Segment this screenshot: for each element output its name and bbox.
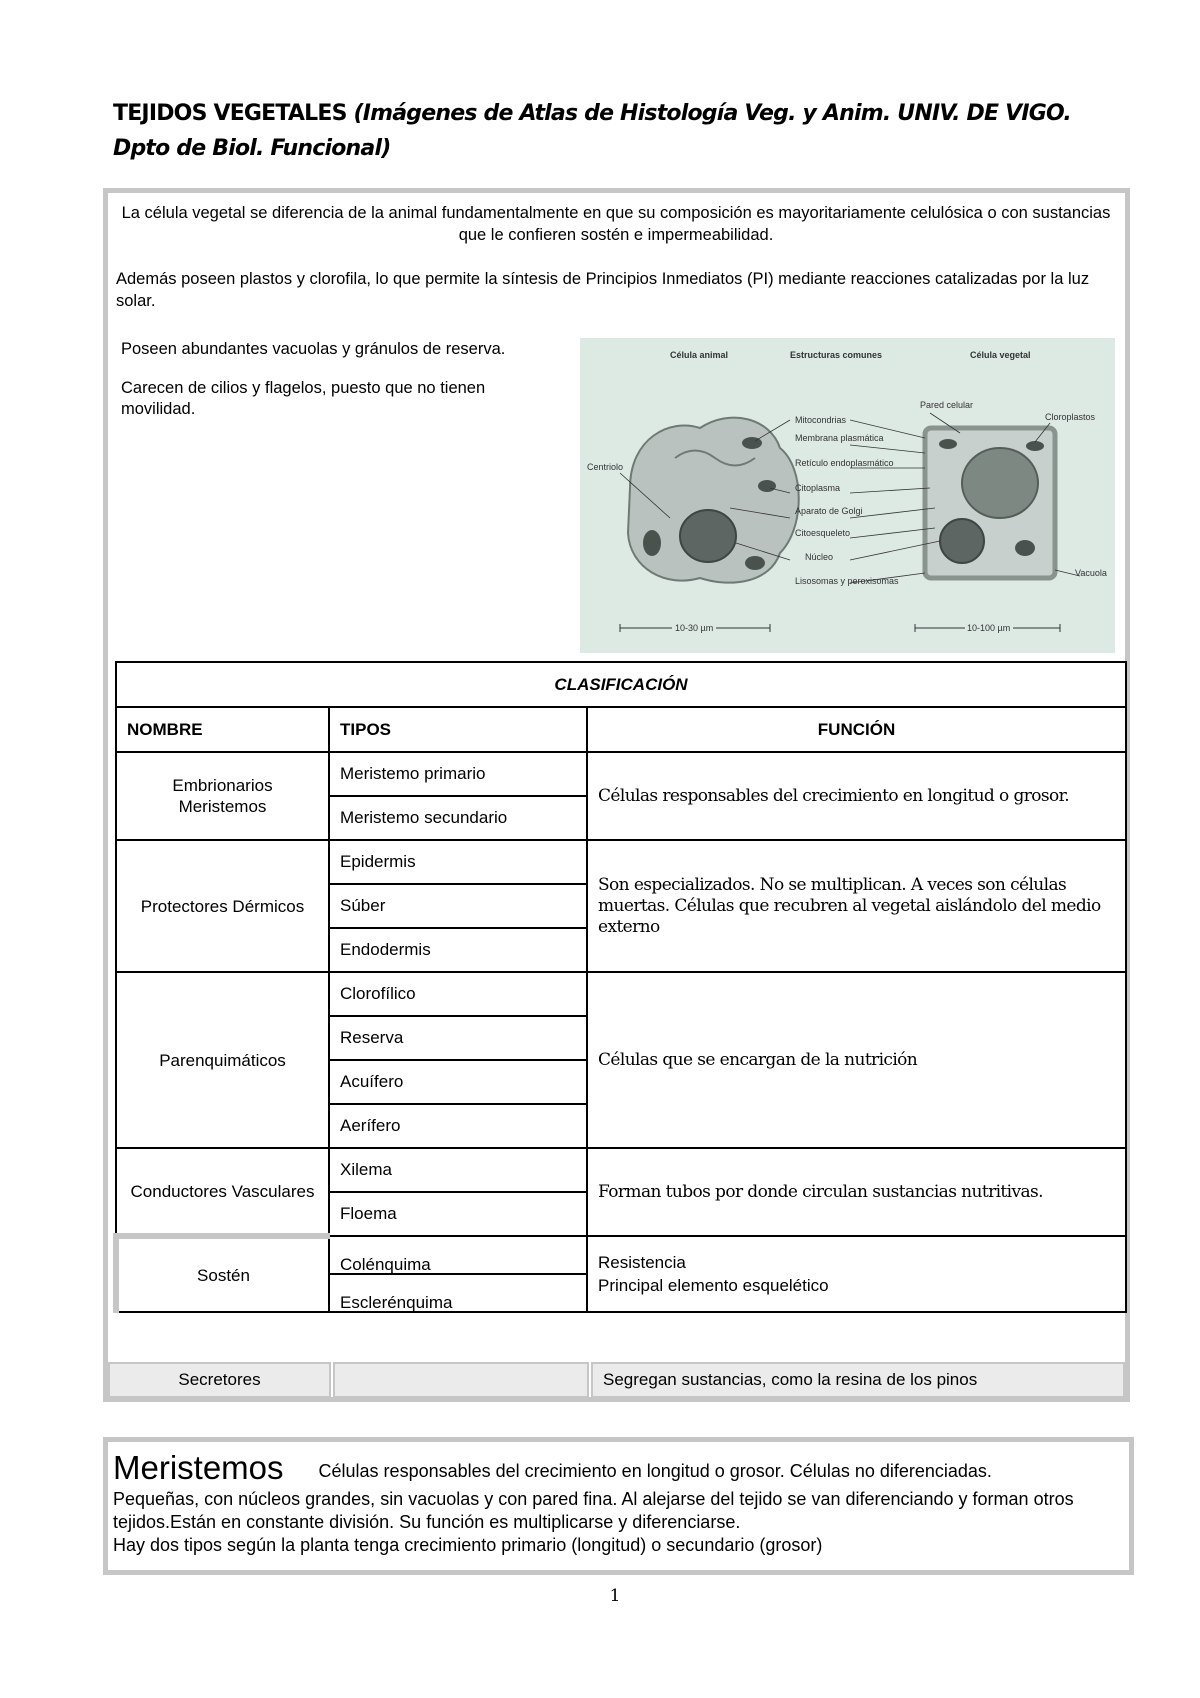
function-cell: Células responsables del crecimiento en longitud o grosor. <box>587 752 1126 840</box>
header-tipos: TIPOS <box>329 707 587 752</box>
figure-label-citoplasma: Citoplasma <box>795 483 841 493</box>
intro-text <box>116 202 1116 334</box>
intro-paragraph-3: Poseen abundantes vacuolas y gránulos de reserva. <box>121 340 506 358</box>
intro-side-text <box>121 339 551 438</box>
table-caption: CLASIFICACIÓN <box>116 662 1126 707</box>
intro-paragraph-2: Además poseen plastos y clorofila, lo que permite la síntesis de Principios Inmediatos (PI) mediante reacciones catalizadas por la luz solar. <box>116 270 1090 310</box>
meristemos-text-3: Hay dos tipos según la planta tenga crecimiento primario (longitud) o secundario (grosor) <box>113 1535 823 1555</box>
figure-label-citoesqueleto: Citoesqueleto <box>795 528 851 538</box>
function-line: Resistencia <box>598 1253 686 1272</box>
figure-label-lisosomas: Lisosomas y peroxisomas <box>795 576 899 586</box>
table-row <box>116 752 1126 796</box>
page-title <box>113 96 1123 166</box>
table-row <box>116 1148 1126 1192</box>
type-cell: Reserva <box>329 1016 587 1060</box>
cell-diagram <box>580 338 1115 653</box>
figure-col-animal: Célula animal <box>670 350 729 360</box>
type-cell: Súber <box>329 884 587 928</box>
meristemos-section <box>113 1448 1123 1557</box>
group-name: Sostén <box>116 1236 329 1312</box>
function-cell: Células que se encargan de la nutrición <box>587 972 1126 1148</box>
function-cell: Forman tubos por donde circulan sustancias nutritivas. <box>587 1148 1126 1236</box>
figure-col-common: Estructuras comunes <box>790 350 883 360</box>
table-row <box>116 1236 1126 1274</box>
plant-chloroplast-shape <box>1026 441 1044 451</box>
type-label: Esclerénquima <box>340 1293 453 1311</box>
type-cell: Acuífero <box>329 1060 587 1104</box>
figure-label-vacuola: Vacuola <box>1075 568 1107 578</box>
animal-nucleus-shape <box>680 510 736 562</box>
plant-chloroplast-shape <box>1015 540 1035 556</box>
secretores-name: Secretores <box>108 1362 331 1398</box>
table-row <box>116 972 1126 1016</box>
animal-mitochondria-shape <box>745 556 765 570</box>
figure-scale-animal: 10-30 µm <box>675 623 714 633</box>
function-cell <box>587 1236 1126 1312</box>
figure-label-reticulo: Retículo endoplasmático <box>795 458 894 468</box>
secretores-row <box>108 1362 1125 1398</box>
type-cell: Clorofílico <box>329 972 587 1016</box>
header-funcion: FUNCIÓN <box>587 707 1126 752</box>
cell-comparison-figure <box>580 338 1115 653</box>
type-cell: Aerífero <box>329 1104 587 1148</box>
title-source: (Imágenes de Atlas de Histología Veg. y Anim. UNIV. DE VIGO. Dpto de Biol. Funcional) <box>113 101 1071 161</box>
figure-label-golgi: Aparato de Golgi <box>795 506 863 516</box>
type-cell: Floema <box>329 1192 587 1236</box>
type-cell <box>329 1236 587 1274</box>
function-line: Principal elemento esquelético <box>598 1276 829 1295</box>
header-nombre: NOMBRE <box>116 707 329 752</box>
type-cell: Meristemo primario <box>329 752 587 796</box>
figure-label-membrana: Membrana plasmática <box>795 433 884 443</box>
figure-label-pared: Pared celular <box>920 400 974 410</box>
function-cell: Son especializados. No se multiplican. A veces son células muertas. Células que recubren al vegetal aislándolo del medio externo <box>587 840 1126 972</box>
type-label: Colénquima <box>340 1255 431 1273</box>
secretores-types <box>333 1362 589 1398</box>
meristemos-text-1: Células responsables del crecimiento en longitud o grosor. Células no diferenciadas. <box>318 1461 992 1481</box>
type-cell: Xilema <box>329 1148 587 1192</box>
plant-chloroplast-shape <box>939 439 957 449</box>
plant-nucleus-shape <box>940 519 984 563</box>
figure-label-nucleo: Núcleo <box>805 552 834 562</box>
group-name: Embrionarios Meristemos <box>116 752 329 840</box>
figure-scale-plant: 10-100 µm <box>967 623 1011 633</box>
classification-table <box>113 661 1127 1313</box>
group-name: Protectores Dérmicos <box>116 840 329 972</box>
type-cell: Meristemo secundario <box>329 796 587 840</box>
figure-col-plant: Célula vegetal <box>970 350 1031 360</box>
figure-label-cloroplastos: Cloroplastos <box>1045 412 1096 422</box>
plant-vacuole-shape <box>962 448 1038 518</box>
meristemos-heading: Meristemos <box>113 1449 284 1486</box>
meristemos-text-2: Pequeñas, con núcleos grandes, sin vacuolas y con pared fina. Al alejarse del tejido se van diferenciando y forman otros tejidos.Están en constante división. Su función es multiplicarse y diferenciarse. <box>113 1489 1074 1532</box>
title-main: TEJIDOS VEGETALES <box>113 101 347 126</box>
animal-mitochondria-shape <box>758 480 776 492</box>
intro-paragraph-4: Carecen de cilios y flagelos, puesto que no tienen movilidad. <box>121 379 486 418</box>
figure-label-mitocondrias: Mitocondrias <box>795 415 847 425</box>
secretores-function: Segregan sustancias, como la resina de los pinos <box>591 1362 1125 1398</box>
type-cell <box>329 1274 587 1312</box>
group-name: Conductores Vasculares <box>116 1148 329 1236</box>
group-name: Parenquimáticos <box>116 972 329 1148</box>
table-row <box>116 840 1126 884</box>
intro-paragraph-1: La célula vegetal se diferencia de la animal fundamentalmente en que su composición es mayoritariamente celulósica o con sustancias que le confieren sostén e impermeabilidad. <box>121 204 1111 244</box>
type-cell: Endodermis <box>329 928 587 972</box>
figure-label-centriolo: Centriolo <box>587 462 624 472</box>
type-cell: Epidermis <box>329 840 587 884</box>
animal-mitochondria-shape <box>643 530 661 556</box>
page-number: 1 <box>609 1586 621 1606</box>
